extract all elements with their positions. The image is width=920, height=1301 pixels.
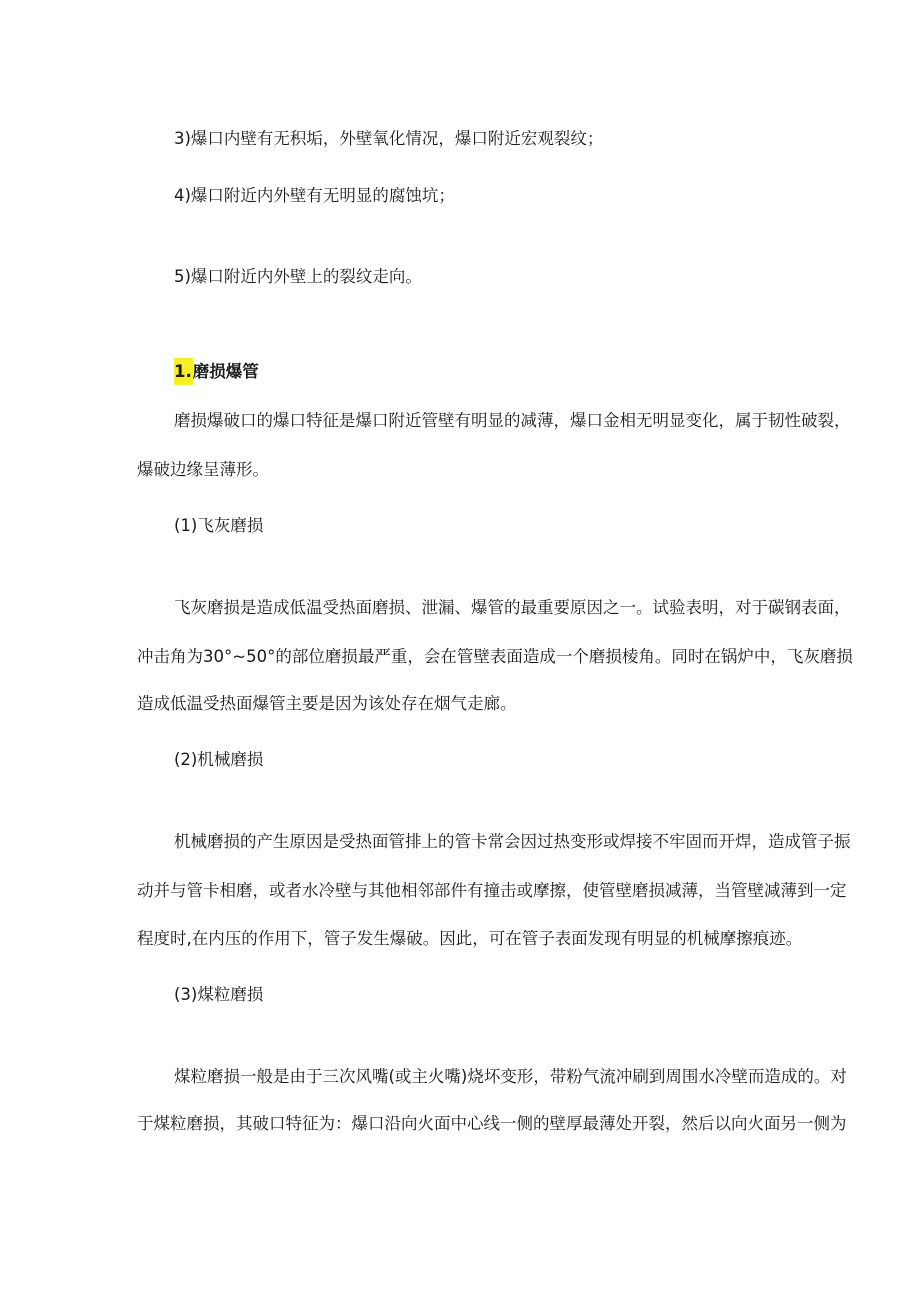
section-intro-line-1: 磨损爆破口的爆口特征是爆口附近管壁有明显的减薄，爆口金相无明显变化，属于韧性破裂， <box>174 411 851 430</box>
list-item-4: 4)爆口附近内外壁有无明显的腐蚀坑； <box>174 186 455 205</box>
section-number: 1. <box>174 358 193 385</box>
subsection-heading-fly-ash: (1)飞灰磨损 <box>174 516 264 535</box>
paragraph-line: 于煤粒磨损，其破口特征为：爆口沿向火面中心线一侧的壁厚最薄处开裂，然后以向火面另一侧为 <box>137 1114 847 1133</box>
paragraph-line: 冲击角为30°~50°的部位磨损最严重，会在管壁表面造成一个磨损棱角。同时在锅炉中，飞灰磨损 <box>137 647 853 666</box>
paragraph-line: 煤粒磨损一般是由于三次风嘴(或主火嘴)烧坏变形，带粉气流冲刷到周围水冷壁而造成的。对 <box>174 1067 847 1086</box>
paragraph-line: 动并与管卡相磨，或者水冷壁与其他相邻部件有撞击或摩擦，使管壁磨损减薄，当管壁减薄到一定 <box>137 881 847 900</box>
section-intro-line-2: 爆破边缘呈薄形。 <box>137 460 269 479</box>
paragraph-line: 机械磨损的产生原因是受热面管排上的管卡常会因过热变形或焊接不牢固而开焊，造成管子振 <box>174 832 851 851</box>
subsection-heading-coal-particle: (3)煤粒磨损 <box>174 985 264 1004</box>
subsection-heading-mechanical: (2)机械磨损 <box>174 750 264 769</box>
section-heading <box>174 361 259 383</box>
section-title: 磨损爆管 <box>192 362 259 381</box>
list-item-3: 3)爆口内壁有无积垢，外壁氧化情况，爆口附近宏观裂纹； <box>174 129 604 148</box>
paragraph-line: 造成低温受热面爆管主要是因为该处存在烟气走廊。 <box>137 694 517 713</box>
list-item-5: 5)爆口附近内外壁上的裂纹走向。 <box>174 267 422 286</box>
paragraph-line: 程度时,在内压的作用下，管子发生爆破。因此，可在管子表面发现有明显的机械摩擦痕迹。 <box>137 929 803 948</box>
paragraph-line: 飞灰磨损是造成低温受热面磨损、泄漏、爆管的最重要原因之一。试验表明，对于碳钢表面， <box>174 598 851 617</box>
